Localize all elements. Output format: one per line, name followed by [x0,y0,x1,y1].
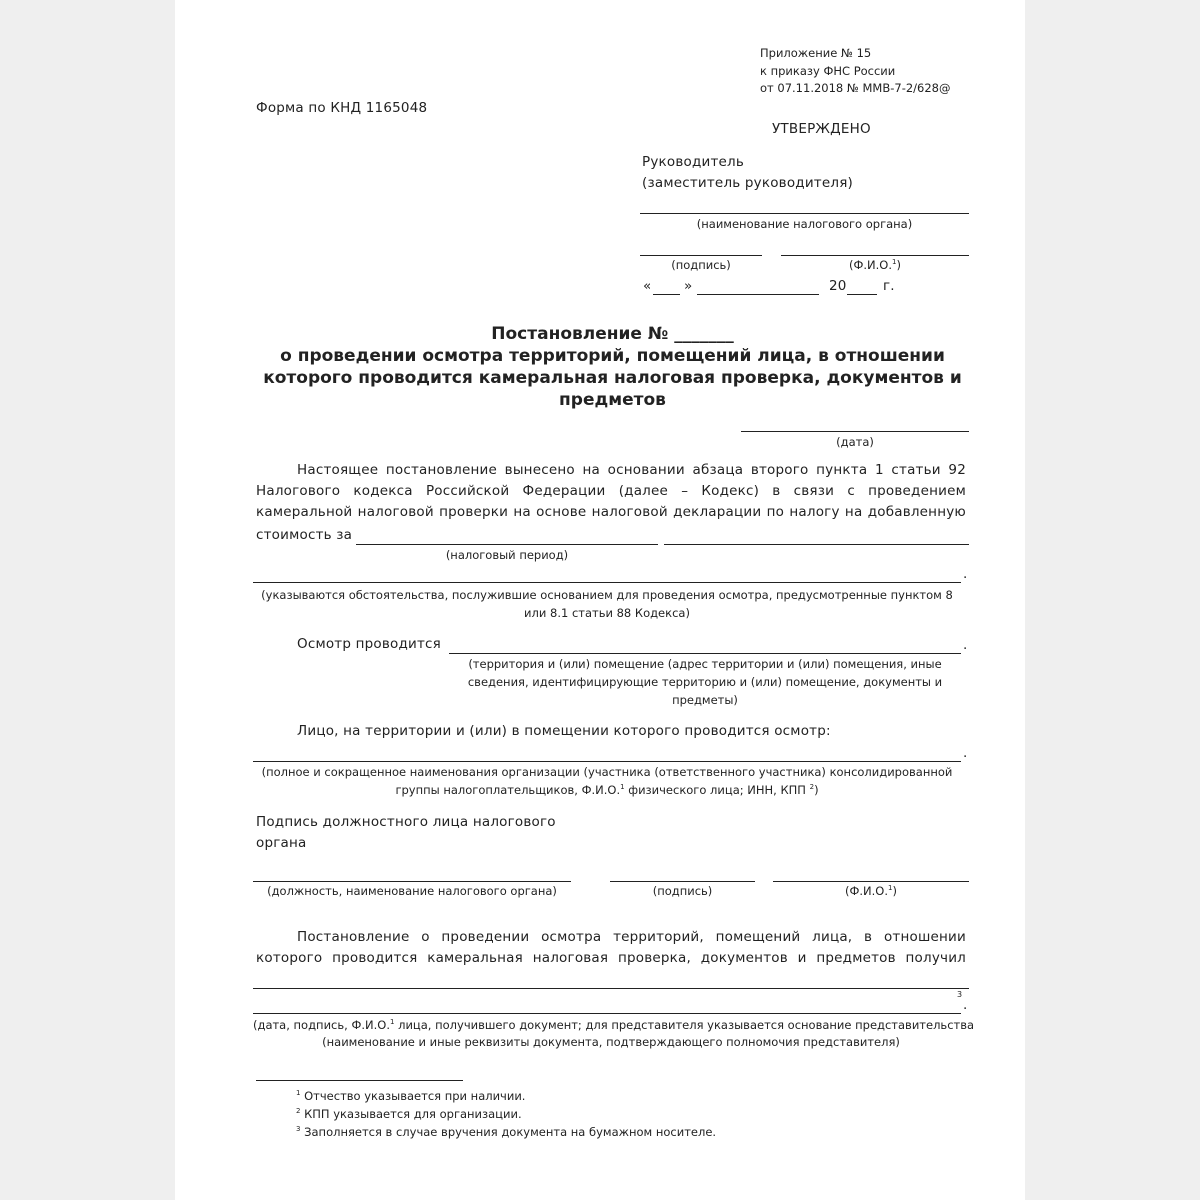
footnote-3: $^3$ Заполняется в случае вручения документа на бумажном носителе. [296,1125,717,1139]
date-open-quote: « [643,278,652,294]
basis-continuation-line [664,544,969,545]
tax-period-line [356,544,658,545]
document-title-1: Постановление № _______ [491,324,734,344]
footnote-separator [256,1080,463,1081]
tax-period-caption: (налоговый период) [445,548,569,562]
circumstances-caption-1: (указываются обстоятельства, послужившие основанием для проведения осмотра, предусмотренные пунктом 8 [261,588,953,602]
receipt-period: . [963,997,968,1013]
basis-line-4: стоимость за [256,527,353,543]
official-signature-line [610,881,755,882]
receipt-line-a [253,988,969,989]
circumstances-caption-2: или 8.1 статьи 88 Кодекса) [524,606,690,620]
document-title-4: предметов [559,390,666,410]
date-caption: (дата) [836,435,874,449]
head-fio-caption: (Ф.И.О.$^1$) [849,258,901,272]
receipt-sup-3: 3 [957,990,963,999]
date-year-suffix: г. [883,278,895,294]
basis-line-1: Настоящее постановление вынесено на основании абзаца второго пункта 1 статьи 92 [297,462,966,478]
receipt-line-2: которого проводится камеральная налоговая проверка, документов и предметов получил [256,950,966,966]
inspection-line [449,653,961,654]
receipt-line-b [253,1013,961,1014]
basis-line-2: Налогового кодекса Российской Федерации (далее – Кодекс) в связи с проведением [256,483,966,499]
official-position-line [253,881,571,882]
circumstances-period: . [963,566,968,582]
official-fio-caption: (Ф.И.О.$^1$) [845,884,897,898]
official-label-1: Подпись должностного лица налогового [256,814,556,830]
tax-authority-caption: (наименование налогового органа) [696,217,913,231]
person-caption-1: (полное и сокращенное наименования организации (участника (ответственного участника) консолидированной [261,765,953,779]
official-position-caption: (должность, наименование налогового органа) [267,884,557,898]
official-signature-caption: (подпись) [652,884,713,898]
form-code: Форма по КНД 1165048 [256,100,428,116]
appendix-line-3: от 07.11.2018 № ММВ-7-2/628@ [760,81,951,95]
inspection-caption-1: (территория и (или) помещение (адрес территории и (или) помещения, иные [468,657,942,671]
appendix-line-2: к приказу ФНС России [760,64,896,78]
inspection-label: Осмотр проводится [297,636,442,652]
inspection-caption-2: сведения, идентифицирующие территорию и (или) помещение, документы и [467,675,943,689]
head-label-1: Руководитель [642,154,745,170]
date-year-line [847,294,877,295]
basis-line-3: камеральной налоговой проверки на основе налоговой декларации по налогу на добавленную [256,504,966,520]
inspection-caption-3: предметы) [672,693,738,707]
date-line [741,431,969,432]
receipt-caption-1: (дата, подпись, Ф.И.О.$^1$ лица, получившего документ; для представителя указывается основание представительства [253,1018,975,1032]
document-title-2: о проведении осмотра территорий, помещений лица, в отношении [280,346,945,366]
circumstances-line [253,582,961,583]
person-line [253,761,961,762]
date-year-prefix: 20 [829,278,847,294]
head-signature-line [640,255,762,256]
head-signature-caption: (подпись) [671,258,731,272]
receipt-line-1: Постановление о проведении осмотра территорий, помещений лица, в отношении [297,929,966,945]
tax-authority-line [640,213,969,214]
appendix-line-1: Приложение № 15 [760,46,872,60]
official-label-2: органа [256,835,307,851]
person-caption-2: группы налогоплательщиков, Ф.И.О.$^1$ физического лица; ИНН, КПП $^2$) [395,783,819,797]
head-label-2: (заместитель руководителя) [642,175,853,191]
person-label: Лицо, на территории и (или) в помещении которого проводится осмотр: [297,723,831,739]
date-month-line [697,294,819,295]
footnote-2: $^2$ КПП указывается для организации. [296,1107,522,1121]
date-day-line [653,294,680,295]
inspection-period: . [963,637,968,653]
receipt-caption-2: (наименование и иные реквизиты документа, подтверждающего полномочия представителя) [322,1035,900,1049]
head-fio-line [781,255,969,256]
date-close-quote: » [684,278,693,294]
person-period: . [963,745,968,761]
footnote-1: $^1$ Отчество указывается при наличии. [296,1089,526,1103]
official-fio-line [773,881,969,882]
approved-label: УТВЕРЖДЕНО [772,121,871,137]
document-title-3: которого проводится камеральная налоговая проверка, документов и [263,368,962,388]
